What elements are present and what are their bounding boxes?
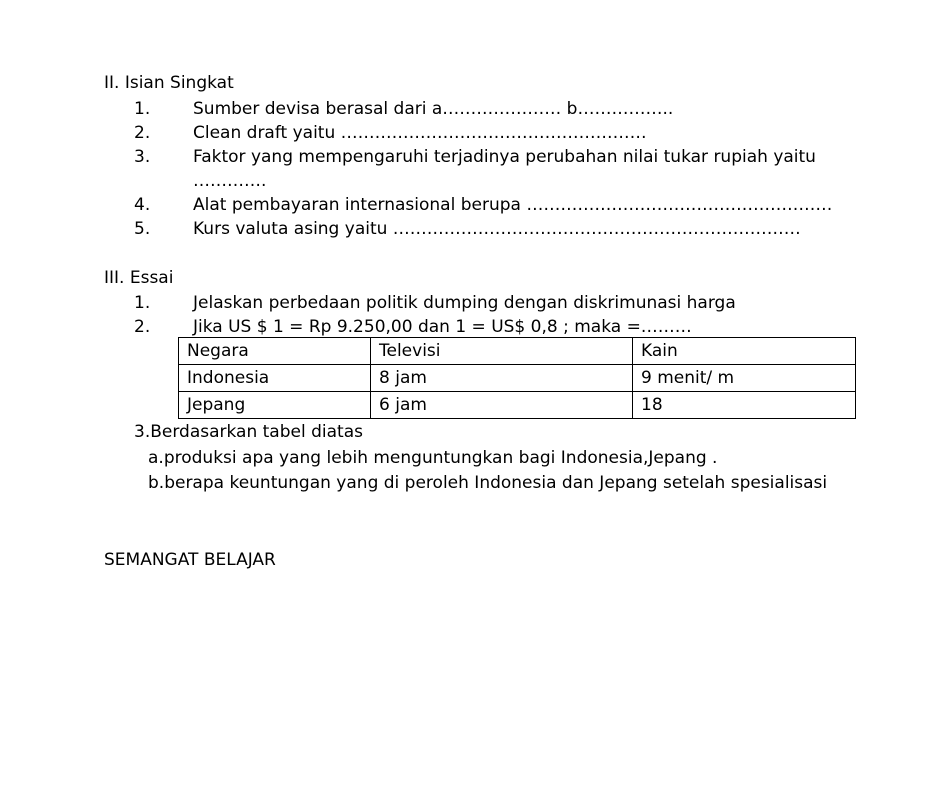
item-number: 5. bbox=[134, 219, 151, 239]
item-text: Faktor yang mempengaruhi terjadinya perubahan nilai tukar rupiah yaitu bbox=[193, 147, 816, 167]
table-cell: 8 jam bbox=[371, 365, 633, 392]
table-header-cell: Negara bbox=[179, 338, 371, 365]
item-number: 1. bbox=[134, 293, 151, 313]
item-text: Jelaskan perbedaan politik dumping dengan diskrimunasi harga bbox=[193, 293, 736, 313]
item-text: Jika US $ 1 = Rp 9.250,00 dan 1 = US$ 0,8 ; maka =……… bbox=[193, 317, 692, 337]
item-text-continued: …………. bbox=[193, 171, 267, 191]
table-cell: Jepang bbox=[179, 392, 371, 419]
table-header-row bbox=[179, 338, 856, 365]
section-3-heading: III. Essai bbox=[104, 268, 174, 288]
table-cell: Indonesia bbox=[179, 365, 371, 392]
item-number: 4. bbox=[134, 195, 151, 215]
essai-item-3a: a.produksi apa yang lebih menguntungkan bagi Indonesia,Jepang . bbox=[148, 448, 718, 468]
production-table bbox=[178, 337, 856, 419]
closing-text: SEMANGAT BELAJAR bbox=[104, 550, 276, 570]
item-text: Clean draft yaitu ……………………………………………… bbox=[193, 123, 647, 143]
table-header-cell: Televisi bbox=[371, 338, 633, 365]
table-cell: 18 bbox=[633, 392, 856, 419]
item-number: 2. bbox=[134, 123, 151, 143]
table-cell: 6 jam bbox=[371, 392, 633, 419]
table-row bbox=[179, 365, 856, 392]
table-cell: 9 menit/ m bbox=[633, 365, 856, 392]
item-number: 1. bbox=[134, 99, 151, 119]
section-2-heading: II. Isian Singkat bbox=[104, 73, 234, 93]
item-text: Kurs valuta asing yaitu ……………………………………………………………… bbox=[193, 219, 801, 239]
item-number: 3. bbox=[134, 147, 151, 167]
table-header-cell: Kain bbox=[633, 338, 856, 365]
essai-item-3: 3.Berdasarkan tabel diatas bbox=[134, 422, 363, 442]
table-row bbox=[179, 392, 856, 419]
essai-item-3b: b.berapa keuntungan yang di peroleh Indonesia dan Jepang setelah spesialisasi bbox=[148, 473, 828, 493]
item-text: Alat pembayaran internasional berupa ……………………………………………… bbox=[193, 195, 833, 215]
item-number: 2. bbox=[134, 317, 151, 337]
item-text: Sumber devisa berasal dari a………………… b…………….. bbox=[193, 99, 674, 119]
